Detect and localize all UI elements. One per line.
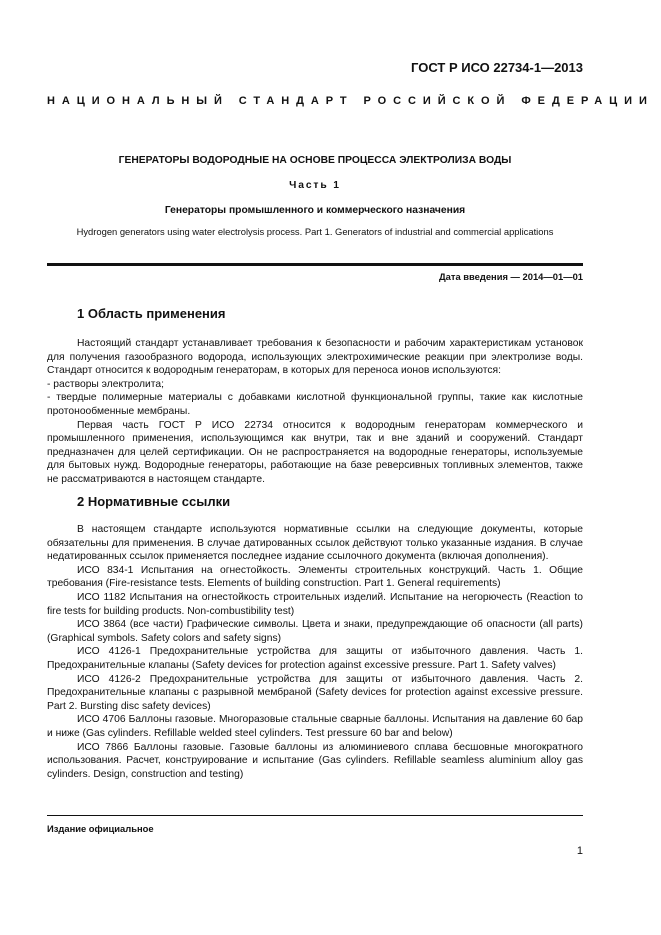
reference-entry: ИСО 4126-1 Предохранительные устройства для защиты от избыточного давления. Часть 1. Предохранительные клапаны (Safety devices for protection against excessive pressure. Part 1. Safety valves) [47, 646, 583, 671]
official-edition-label: Издание официальное [47, 823, 154, 834]
document-code: ГОСТ Р ИСО 22734-1—2013 [411, 60, 583, 75]
document-subtitle: Генераторы промышленного и коммерческого назначения [164, 205, 466, 216]
section-1-list-item: - твердые полимерные материалы с добавками кислотной функциональной группы, такие как кислотные протонообменные мембраны. [47, 392, 583, 417]
introduction-date: Дата введения — 2014—01—01 [438, 271, 583, 282]
reference-entry: ИСО 834-1 Испытания на огнестойкость. Элементы строительных конструкций. Часть 1. Общие требования (Fire-resistance tests. Elements of building construction. Part 1. General requirements) [47, 564, 583, 590]
reference-entry: ИСО 7866 Баллоны газовые. Газовые баллоны из алюминиевого сплава бесшовные многократного использования. Расчет, конструирование и испытание (Gas cylinders. Refillable seamless aluminium alloy gas cylinders. Design, construction and testing) [47, 741, 583, 780]
reference-entry: ИСО 4126-2 Предохранительные устройства для защиты от избыточного давления. Часть 2. Предохранительные клапаны с разрывной мембраной (Safety devices for protection against excessive pressure. Part 2. Bursting disc safety devices) [47, 673, 583, 712]
section-1-list-item: - растворы электролита; [47, 378, 164, 390]
section-1-body [47, 337, 583, 487]
section-2-body [47, 523, 583, 781]
reference-entry: ИСО 1182 Испытания на огнестойкость строительных изделий. Испытание на негорючесть (Reaction to fire tests for building products. Non-combustibility test) [47, 591, 583, 617]
section-2-heading: 2 Нормативные ссылки [77, 494, 231, 509]
reference-entry: ИСО 3864 (все части) Графические символы. Цвета и знаки, предупреждающие об опасности (all parts) (Graphical symbols. Safety colors and safety signs) [47, 619, 583, 644]
section-1-paragraph: Первая часть ГОСТ Р ИСО 22734 относится к водородным генераторам коммерческого и промышленного применения, использующимся как внутри, так и вне зданий и сооружений. Стандарт предназначен для целей сертификации. Он не распространяется на водородные генераторы, используемые для бытовых нужд. Водородные генераторы, работающие на базе реверсивных топливных элементов, также не рассматриваются в настоящем стандарте. [47, 419, 583, 485]
part-label: Часть 1 [289, 180, 341, 191]
english-title: Hydrogen generators using water electrolysis process. Part 1. Generators of industrial and commercial applications [76, 226, 554, 237]
title-divider [47, 263, 583, 266]
document-title: ГЕНЕРАТОРЫ ВОДОРОДНЫЕ НА ОСНОВЕ ПРОЦЕССА ЭЛЕКТРОЛИЗА ВОДЫ [118, 155, 512, 166]
national-standard-header: НАЦИОНАЛЬНЫЙ СТАНДАРТ РОССИЙСКОЙ ФЕДЕРАЦИИ [47, 95, 654, 107]
page-number: 1 [576, 845, 583, 857]
reference-entry: ИСО 4706 Баллоны газовые. Многоразовые стальные сварные баллоны. Испытания на давление 60 бар и ниже (Gas cylinders. Refillable welded steel cylinders. Test pressure 60 bar and below) [47, 714, 583, 739]
section-1-paragraph: Настоящий стандарт устанавливает требования к безопасности и рабочим характеристикам установок для получения газообразного водорода, использующих электрохимические реакции при электролизе воды. Стандарт относится к водородным генераторам, в которых для переноса ионов используются: [47, 338, 583, 377]
section-2-paragraph: В настоящем стандарте используются нормативные ссылки на следующие документы, которые обязательны для применения. В случае датированных ссылок действуют только указанные издания. В случае недатированных ссылок применяется последнее издание ссылочного документа (включая дополнения). [47, 524, 583, 563]
footer-divider [47, 815, 583, 816]
section-1-heading: 1 Область применения [77, 306, 226, 321]
